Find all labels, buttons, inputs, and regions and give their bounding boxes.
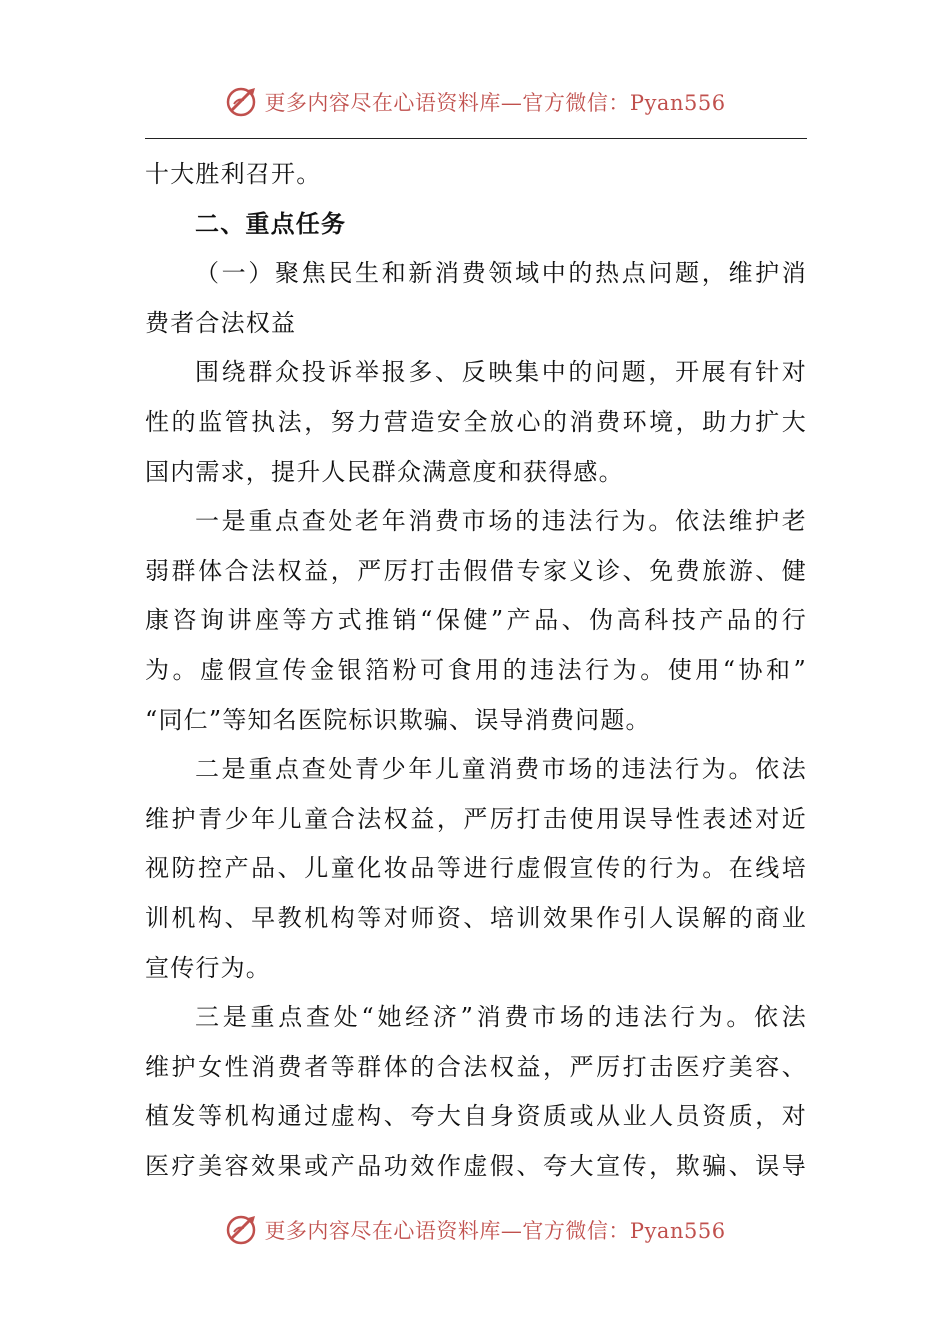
body-text-line: 康咨询讲座等方式推销“保健”产品、伪高科技产品的行 bbox=[145, 606, 807, 635]
body-text-line: 宣传行为。 bbox=[145, 953, 271, 982]
body-text-line: 国内需求，提升人民群众满意度和获得感。 bbox=[145, 457, 624, 486]
header-banner bbox=[0, 80, 950, 124]
body-text-line: 二是重点查处青少年儿童消费市场的违法行为。依法 bbox=[195, 755, 807, 784]
pen-seal-logo-icon bbox=[224, 1212, 260, 1248]
body-text-line: 维护青少年儿童合法权益，严厉打击使用误导性表述对近 bbox=[145, 804, 807, 833]
body-text-line: 医疗美容效果或产品功效作虚假、夸大宣传，欺骗、误导 bbox=[145, 1151, 807, 1180]
document-body bbox=[145, 150, 807, 1191]
header-divider bbox=[145, 138, 807, 139]
body-text-line: 植发等机构通过虚构、夸大自身资质或从业人员资质，对 bbox=[145, 1102, 807, 1131]
footer-banner bbox=[0, 1208, 950, 1252]
body-text-line: 一是重点查处老年消费市场的违法行为。依法维护老 bbox=[195, 507, 807, 536]
banner-text: 更多内容尽在心语资料库—官方微信：Pyan556 bbox=[264, 1219, 726, 1243]
body-text-line: 维护女性消费者等群体的合法权益，严厉打击医疗美容、 bbox=[145, 1052, 807, 1081]
body-text-line: 为。虚假宣传金银箔粉可食用的违法行为。使用“协和” bbox=[145, 655, 807, 684]
section-heading: 二、重点任务 bbox=[195, 209, 347, 238]
body-text-line: 训机构、早教机构等对师资、培训效果作引人误解的商业 bbox=[145, 903, 807, 932]
body-text-line: 三是重点查处“她经济”消费市场的违法行为。依法 bbox=[195, 1003, 807, 1032]
body-text-line: 十大胜利召开。 bbox=[145, 160, 322, 188]
body-text-line: 围绕群众投诉举报多、反映集中的问题，开展有针对 bbox=[195, 358, 807, 387]
pen-seal-logo-icon bbox=[224, 84, 260, 120]
body-text-line: “同仁”等知名医院标识欺骗、误导消费问题。 bbox=[145, 705, 651, 734]
body-text-line: 视防控产品、儿童化妆品等进行虚假宣传的行为。在线培 bbox=[145, 854, 807, 883]
banner-text: 更多内容尽在心语资料库—官方微信：Pyan556 bbox=[264, 91, 726, 115]
body-text-line: 费者合法权益 bbox=[145, 308, 297, 337]
body-text-line: （一）聚焦民生和新消费领域中的热点问题，维护消 bbox=[195, 259, 807, 288]
body-text-line: 弱群体合法权益，严厉打击假借专家义诊、免费旅游、健 bbox=[145, 556, 807, 585]
body-text-line: 性的监管执法，努力营造安全放心的消费环境，助力扩大 bbox=[145, 407, 807, 436]
